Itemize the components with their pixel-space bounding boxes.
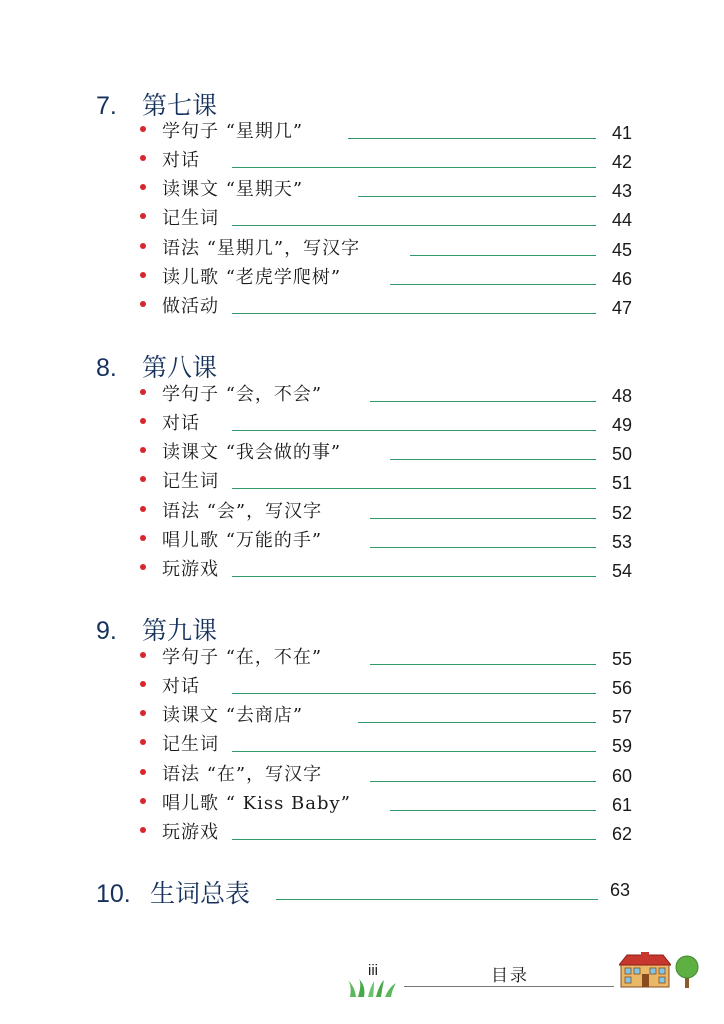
- lesson-title: 第七课: [142, 91, 218, 120]
- leader-line: [232, 751, 596, 752]
- entry-label: 唱儿歌 “ Kiss Baby”: [162, 793, 351, 814]
- entry-label: 学句子 “会，不会”: [162, 384, 323, 405]
- leader-line: [232, 313, 596, 314]
- entry-page: 51: [611, 473, 632, 493]
- bullet-icon: [140, 564, 146, 570]
- entry-label: 对话: [162, 413, 200, 434]
- footer-page-number: iii: [368, 962, 378, 979]
- entry-label: 记生词: [162, 734, 219, 755]
- leader-line: [358, 196, 596, 197]
- entry-label: 对话: [162, 676, 200, 697]
- lesson-7-heading: [96, 86, 217, 122]
- entry-label: 语法 “星期几”，写汉字: [162, 238, 361, 259]
- bullet-icon: [140, 681, 146, 687]
- toc-entry[interactable]: [140, 764, 632, 788]
- toc-entry[interactable]: [140, 121, 632, 145]
- leader-line: [232, 430, 596, 431]
- toc-entry[interactable]: [140, 647, 632, 671]
- toc-entry[interactable]: [140, 471, 632, 495]
- leader-line: [232, 576, 596, 577]
- entry-page: 54: [611, 561, 632, 581]
- toc-entry[interactable]: [140, 793, 632, 817]
- leader-line: [390, 459, 596, 460]
- leader-line: [348, 138, 596, 139]
- footer-section-title: 目录: [491, 966, 529, 986]
- bullet-icon: [140, 213, 146, 219]
- grass-icon: [346, 978, 400, 998]
- bullet-icon: [140, 710, 146, 716]
- entry-page: 56: [611, 678, 632, 698]
- glossary-number: 10.: [96, 880, 131, 908]
- entry-page: 45: [611, 240, 632, 260]
- toc-entry[interactable]: [140, 705, 632, 729]
- toc-entry[interactable]: [140, 150, 632, 174]
- bullet-icon: [140, 272, 146, 278]
- toc-entry[interactable]: [140, 384, 632, 408]
- toc-entry[interactable]: [140, 296, 632, 320]
- entry-page: 44: [611, 210, 632, 230]
- toc-entry[interactable]: [140, 501, 632, 525]
- entry-page: 57: [611, 707, 632, 727]
- lesson-title: 第八课: [142, 353, 218, 382]
- bullet-icon: [140, 739, 146, 745]
- lesson-8-heading: [96, 348, 217, 384]
- entry-label: 读课文 “星期天”: [162, 179, 304, 200]
- leader-line: [232, 693, 596, 694]
- toc-entry[interactable]: [140, 822, 632, 846]
- bullet-icon: [140, 301, 146, 307]
- leader-line: [370, 547, 596, 548]
- toc-entry[interactable]: [140, 208, 632, 232]
- entry-page: 46: [611, 269, 632, 289]
- entry-page: 48: [611, 386, 632, 406]
- entry-label: 读课文 “我会做的事”: [162, 442, 342, 463]
- entry-page: 49: [611, 415, 632, 435]
- leader-line: [370, 401, 596, 402]
- bullet-icon: [140, 418, 146, 424]
- bullet-icon: [140, 476, 146, 482]
- bullet-icon: [140, 155, 146, 161]
- toc-entry[interactable]: [140, 734, 632, 758]
- entry-page: 59: [611, 736, 632, 756]
- entry-page: 47: [611, 298, 632, 318]
- entry-label: 记生词: [162, 208, 219, 229]
- bullet-icon: [140, 447, 146, 453]
- toc-entry[interactable]: [140, 442, 632, 466]
- bullet-icon: [140, 827, 146, 833]
- toc-entry[interactable]: [140, 530, 632, 554]
- bullet-icon: [140, 769, 146, 775]
- leader-line: [358, 722, 596, 723]
- leader-line: [232, 225, 596, 226]
- toc-entry[interactable]: [140, 179, 632, 203]
- leader-line: [390, 284, 596, 285]
- entry-page: 55: [611, 649, 632, 669]
- lesson-number: 7.: [96, 92, 117, 120]
- bullet-icon: [140, 535, 146, 541]
- lesson-number: 8.: [96, 354, 117, 382]
- glossary-leader-line: [276, 899, 598, 900]
- school-house-icon: [619, 952, 671, 988]
- entry-label: 读课文 “去商店”: [162, 705, 304, 726]
- leader-line: [232, 839, 596, 840]
- entry-page: 41: [611, 123, 632, 143]
- glossary-title: 生词总表: [150, 879, 251, 908]
- toc-entry[interactable]: [140, 413, 632, 437]
- leader-line: [370, 518, 596, 519]
- leader-line: [232, 488, 596, 489]
- entry-page: 50: [611, 444, 632, 464]
- entry-label: 玩游戏: [162, 559, 219, 580]
- entry-label: 玩游戏: [162, 822, 219, 843]
- leader-line: [390, 810, 596, 811]
- entry-label: 唱儿歌 “万能的手”: [162, 530, 323, 551]
- leader-line: [232, 167, 596, 168]
- leader-line: [410, 255, 596, 256]
- entry-page: 61: [611, 795, 632, 815]
- entry-page: 52: [611, 503, 632, 523]
- bullet-icon: [140, 126, 146, 132]
- tree-icon: [673, 955, 701, 989]
- entry-label: 记生词: [162, 471, 219, 492]
- leader-line: [370, 664, 596, 665]
- footer-rule: [404, 986, 614, 987]
- entry-page: 60: [611, 766, 632, 786]
- bullet-icon: [140, 389, 146, 395]
- lesson-title: 第九课: [142, 616, 218, 645]
- entry-label: 读儿歌 “老虎学爬树”: [162, 267, 342, 288]
- toc-entry[interactable]: [140, 559, 632, 583]
- bullet-icon: [140, 506, 146, 512]
- entry-page: 62: [611, 824, 632, 844]
- toc-entry[interactable]: [140, 267, 632, 291]
- entry-label: 学句子 “星期几”: [162, 121, 304, 142]
- bullet-icon: [140, 184, 146, 190]
- lesson-9-heading: [96, 611, 217, 647]
- glossary-heading[interactable]: [96, 874, 250, 910]
- entry-page: 42: [611, 152, 632, 172]
- entry-label: 语法 “会”，写汉字: [162, 501, 323, 522]
- toc-entry[interactable]: [140, 238, 632, 262]
- bullet-icon: [140, 243, 146, 249]
- entry-page: 53: [611, 532, 632, 552]
- leader-line: [370, 781, 596, 782]
- glossary-page: 63: [610, 880, 631, 900]
- entry-page: 43: [611, 181, 632, 201]
- entry-label: 对话: [162, 150, 200, 171]
- toc-entry[interactable]: [140, 676, 632, 700]
- entry-label: 学句子 “在，不在”: [162, 647, 323, 668]
- bullet-icon: [140, 652, 146, 658]
- entry-label: 语法 “在”，写汉字: [162, 764, 323, 785]
- lesson-number: 9.: [96, 617, 117, 645]
- entry-label: 做活动: [162, 296, 219, 317]
- bullet-icon: [140, 798, 146, 804]
